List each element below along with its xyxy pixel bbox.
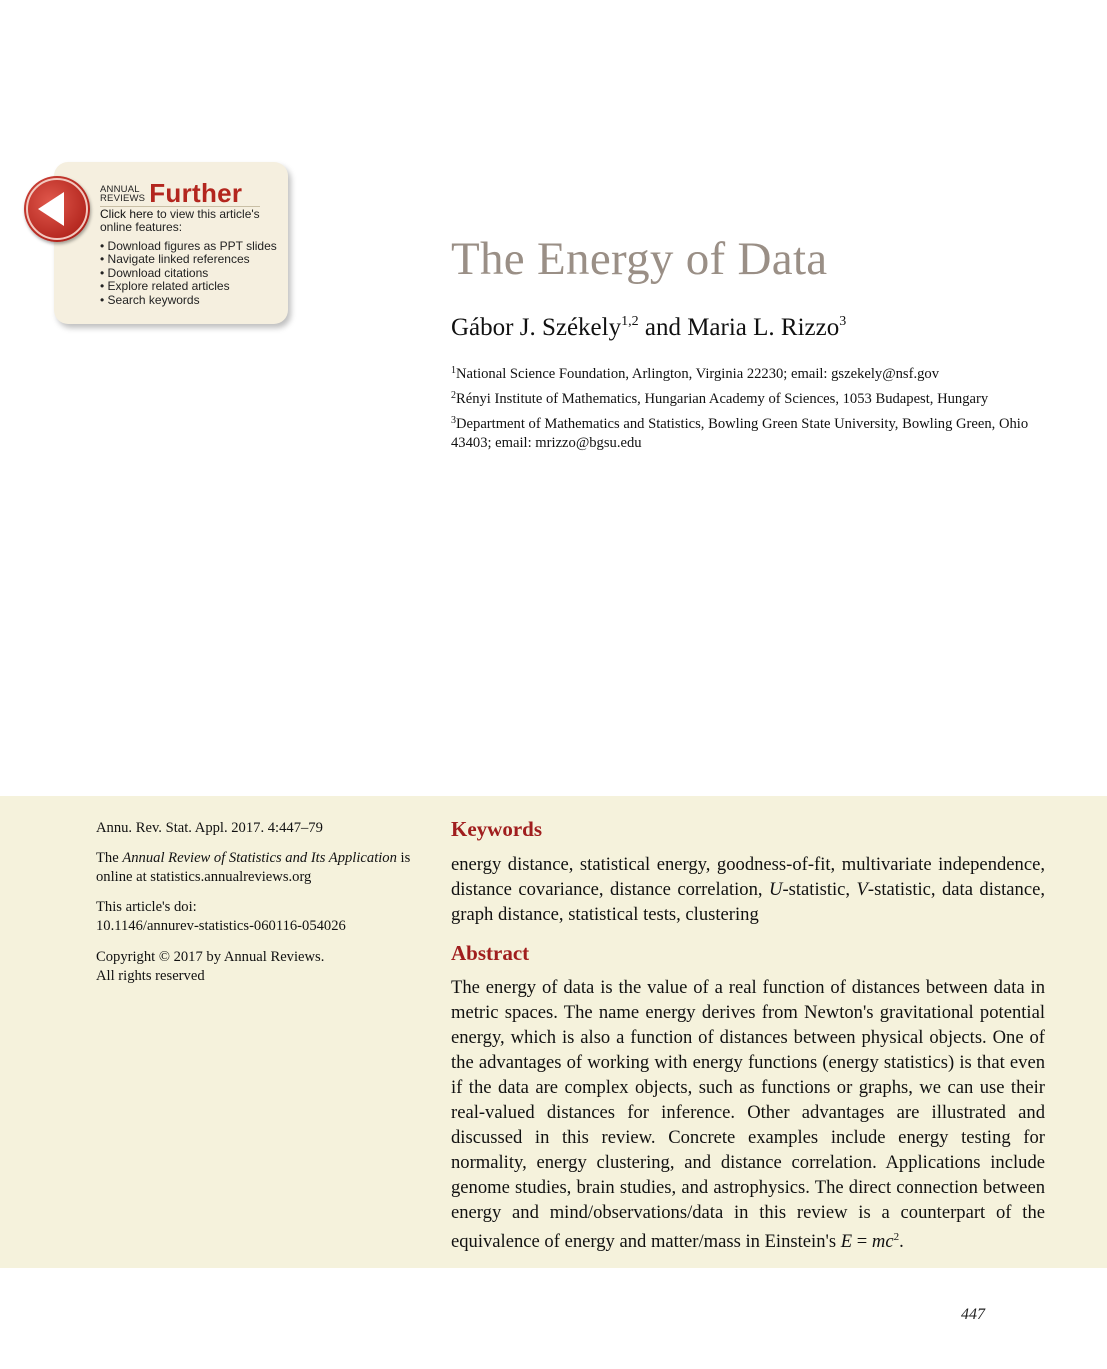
feature-references[interactable]: • Navigate linked references xyxy=(100,253,277,266)
feature-citations[interactable]: • Download citations xyxy=(100,267,277,280)
journal-online: The Annual Review of Statistics and Its Application is online at statistics.annualreviews.org xyxy=(96,850,411,885)
page-number: 447 xyxy=(961,1306,985,1323)
affiliation-3: $^3$Department of Mathematics and Statistics, Bowling Green State University, Bowling Green, Ohio 43403; email: mrizzo@bgsu.edu xyxy=(451,415,1029,451)
features-list xyxy=(100,240,277,307)
keywords-heading: Keywords xyxy=(451,817,542,841)
citation-line: Annu. Rev. Stat. Appl. 2017. 4:447–79 xyxy=(96,820,323,836)
copyright-block: Copyright © 2017 by Annual Reviews. All rights reserved xyxy=(96,949,325,984)
back-arrow-icon[interactable] xyxy=(24,176,90,242)
further-brand xyxy=(100,178,242,209)
feature-keywords[interactable]: • Search keywords xyxy=(100,294,277,307)
feature-related[interactable]: • Explore related articles xyxy=(100,280,277,293)
abstract-heading: Abstract xyxy=(451,941,530,965)
doi-link[interactable]: 10.1146/annurev-statistics-060116-054026 xyxy=(96,918,346,934)
article-title: The Energy of Data xyxy=(451,233,828,285)
author-1: Gábor J. Székely xyxy=(451,314,622,341)
author-line: Gábor J. Székely$^{1,2}$ and Maria L. Rizzo$^3$ xyxy=(451,314,847,341)
affiliation-2: $^2$Rényi Institute of Mathematics, Hungarian Academy of Sciences, 1053 Budapest, Hungary xyxy=(451,390,989,407)
affiliation-1: $^1$National Science Foundation, Arlington, Virginia 22230; email: gszekely@nsf.gov xyxy=(451,365,940,382)
click-here-text: Click here to view this article's online features: xyxy=(100,207,260,234)
annual-reviews-logo-text: ANNUAL REVIEWS xyxy=(100,183,146,204)
keywords-text: energy distance, statistical energy, goodness-of-fit, multivariate independence, distance covariance, distance correlation, U-statistic, V-statistic, data distance, graph distance, statistical tests, clustering xyxy=(451,854,1045,925)
click-here-link[interactable]: Click here xyxy=(100,207,154,221)
author-2: Maria L. Rizzo xyxy=(687,314,840,341)
feature-ppt[interactable]: • Download figures as PPT slides xyxy=(100,240,277,253)
abstract-text: The energy of data is the value of a real function of distances between data in metric spaces. The name energy derives from Newton's gravitational potential energy, which is also a function of distances between physical objects. One of the advantages of working with energy functions (energy statistics) is that even if the data are complex objects, such as functions or graphs, we can use their real-valued distances for inference. Other advantages are illustrated and discussed in this review. Concrete examples include energy testing for normality, energy clustering, and distance correlation. Applications include genome studies, brain studies, and astrophysics. The direct connection between energy and mind/observations/data in this review is a counterpart of the equivalence of energy and matter/mass in Einstein's $E = mc^2$. xyxy=(451,977,1045,1253)
doi-block: This article's doi: 10.1146/annurev-statistics-060116-054026 xyxy=(96,898,426,936)
further-logo: Further xyxy=(149,178,243,208)
